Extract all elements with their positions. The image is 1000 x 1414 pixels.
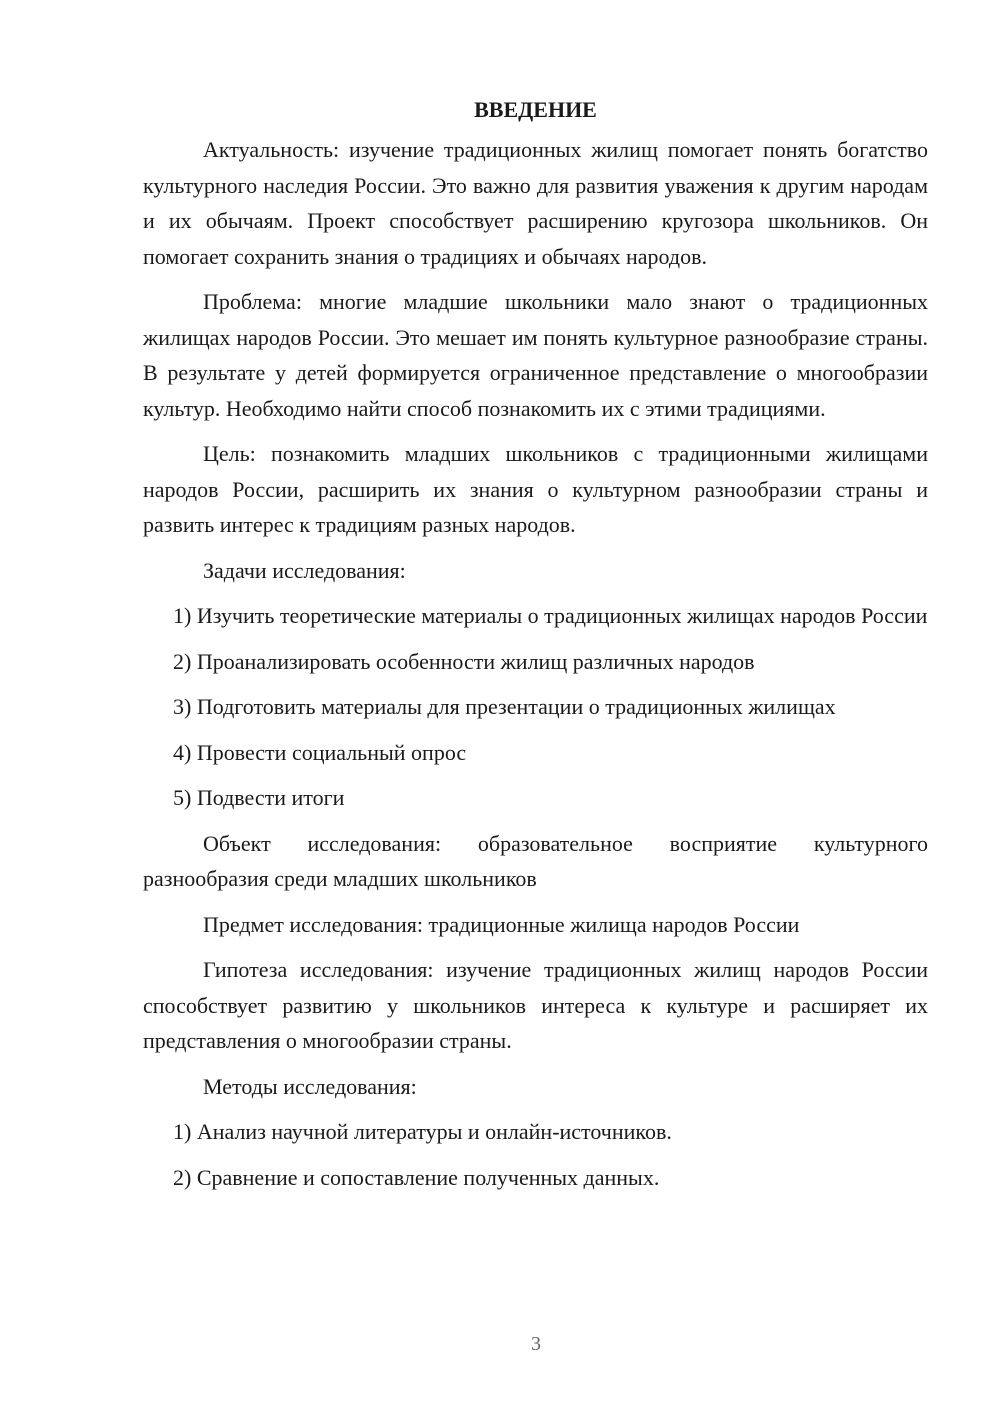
goal-paragraph: Цель: познакомить младших школьников с традиционными жилищами народов России, расширить их знания о культурном разнообразии страны и развить интерес к традициям разных народов. [143,441,928,537]
list-item: 1) Анализ научной литературы и онлайн-источников. [173,1119,672,1144]
list-item: 4) Провести социальный опрос [173,739,467,765]
object-paragraph: Объект исследования: образовательное восприятие культурного разнообразия среди младших школьников [143,830,928,891]
relevance-paragraph: Актуальность: изучение традиционных жилищ помогает понять богатство культурного наследия России. Это важно для развития уважения к другим народам и их обычаям. Проект способствует расширению кругозора школьников. Он помогает сохранить знания о традициях и обычаях народов. [143,137,928,269]
list-item: 1) Изучить теоретические материалы о традиционных жилищах народов России [173,603,928,628]
hypothesis-paragraph: Гипотеза исследования: изучение традиционных жилищ народов России способствует развитию у школьников интереса к культуре и расширяет их представления о многообразии страны. [143,957,928,1053]
methods-heading: Методы исследования: [203,1073,417,1099]
list-item: 2) Проанализировать особенности жилищ различных народов [173,648,755,674]
problem-paragraph: Проблема: многие младшие школьники мало знают о традиционных жилищах народов России. Это мешает им понять культурное разнообразие страны. В результате у детей формируется ограниченное представление о многообразии культур. Необходимо найти способ познакомить их с этими традициями. [143,289,928,421]
list-item: 5) Подвести итоги [173,785,345,810]
page-title: ВВЕДЕНИЕ [474,97,597,122]
subject-paragraph: Предмет исследования: традиционные жилища народов России [203,911,800,937]
tasks-list [143,598,928,816]
page-number: 3 [531,1333,541,1355]
tasks-heading: Задачи исследования: [203,557,406,583]
list-item: 3) Подготовить материалы для презентации о традиционных жилищах [173,694,836,719]
list-item: 2) Сравнение и сопоставление полученных данных. [173,1164,660,1190]
methods-list [143,1114,928,1195]
document-page [143,92,928,1195]
